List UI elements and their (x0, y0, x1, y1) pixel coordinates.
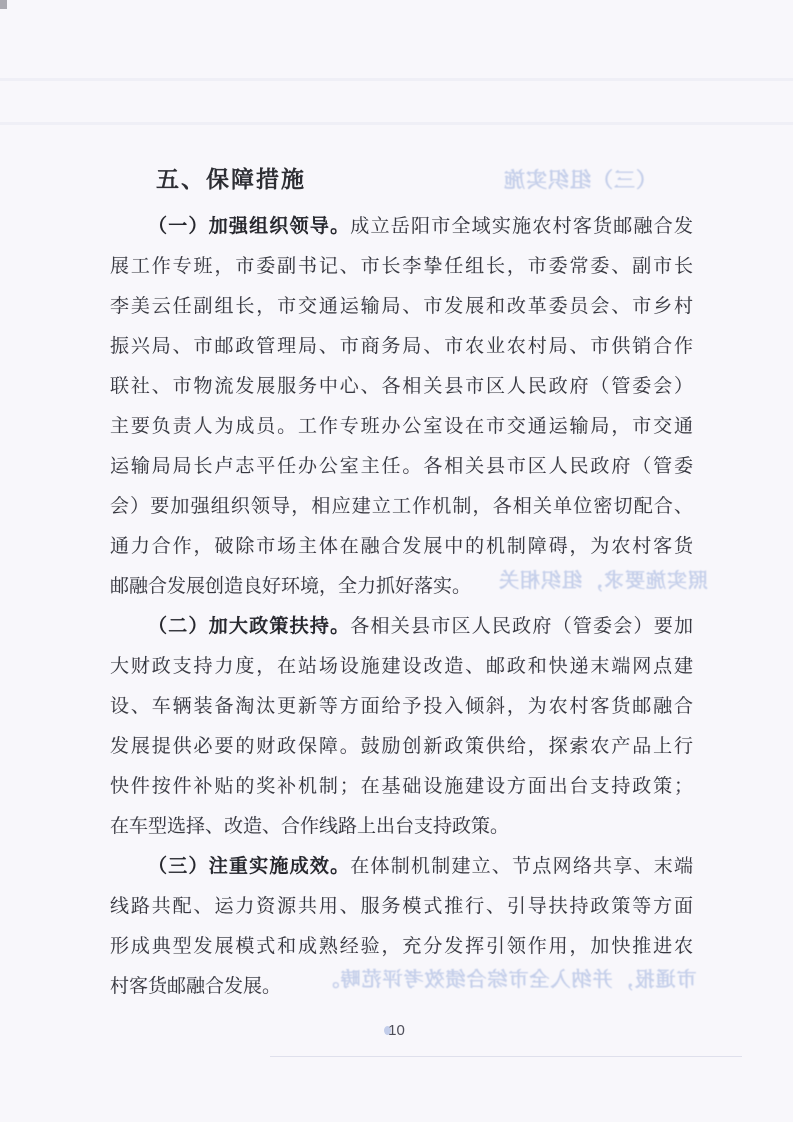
text-line: 快件按件补贴的奖补机制；在基础设施建设方面出台支持政策； (110, 776, 693, 797)
text-line: 设、车辆装备淘汰更新等方面给予投入倾斜，为农村客货邮融合 (110, 696, 693, 717)
scan-noise-band (0, 122, 793, 125)
text-line: 通力合作，破除市场主体在融合发展中的机制障碍，为农村客货 (110, 536, 693, 557)
text-line: 线路共配、运力资源共用、服务模式推行、引导扶持政策等方面 (110, 896, 693, 917)
paragraph-lead: （三）注重实施成效。 (148, 856, 351, 877)
text-line: 李美云任副组长，市交通运输局、市发展和改革委员会、市乡村 (110, 296, 693, 317)
text-line: （二）加大政策扶持。各相关县市区人民政府（管委会）要加 (148, 616, 693, 637)
scan-noise-band (0, 78, 793, 81)
section-heading: 五、保障措施 (156, 167, 306, 192)
scan-corner-speck (0, 0, 7, 9)
text-line: 主要负责人为成员。工作专班办公室设在市交通运输局，市交通 (110, 416, 693, 437)
text-line: 村客货邮融合发展。 (110, 976, 282, 997)
bleedthrough-text: 照实施要求，组织相关 (498, 570, 708, 592)
text-line: 在车型选择、改造、合作线路上出台支持政策。 (110, 816, 510, 837)
text-line: 发展提供必要的财政保障。鼓励创新政策供给，探索农产品上行 (110, 736, 693, 757)
text-line: 大财政支持力度，在站场设施建设改造、邮政和快递末端网点建 (110, 656, 693, 677)
text-line: 运输局局长卢志平任办公室主任。各相关县市区人民政府（管委 (110, 456, 693, 477)
text-line: 形成典型发展模式和成熟经验，充分发挥引领作用，加快推进农 (110, 936, 693, 957)
footer-divider (270, 1056, 742, 1057)
text-line: （三）注重实施成效。在体制机制建立、节点网络共享、末端 (148, 856, 693, 877)
text-line: 会）要加强组织领导，相应建立工作机制，各相关单位密切配合、 (110, 496, 693, 517)
bleedthrough-text: （三）组织实施 (503, 169, 657, 192)
text-line: 展工作专班，市委副书记、市长李挚任组长，市委常委、副市长 (110, 256, 693, 277)
paragraph-lead: （二）加大政策扶持。 (148, 616, 351, 637)
paragraph-lead: （一）加强组织领导。 (148, 216, 351, 237)
bleedthrough-text: 市通报，并纳入全市综合绩效考评范畴。 (318, 969, 697, 991)
page-number: 10 (388, 1022, 405, 1039)
document-body (110, 207, 693, 1007)
text-line: 联社、市物流发展服务中心、各相关县市区人民政府（管委会） (110, 376, 693, 397)
text-line: （一）加强组织领导。成立岳阳市全域实施农村客货邮融合发 (148, 216, 693, 237)
text-line: 邮融合发展创造良好环境，全力抓好落实。 (110, 576, 472, 597)
text-line: 振兴局、市邮政管理局、市商务局、市农业农村局、市供销合作 (110, 336, 693, 357)
